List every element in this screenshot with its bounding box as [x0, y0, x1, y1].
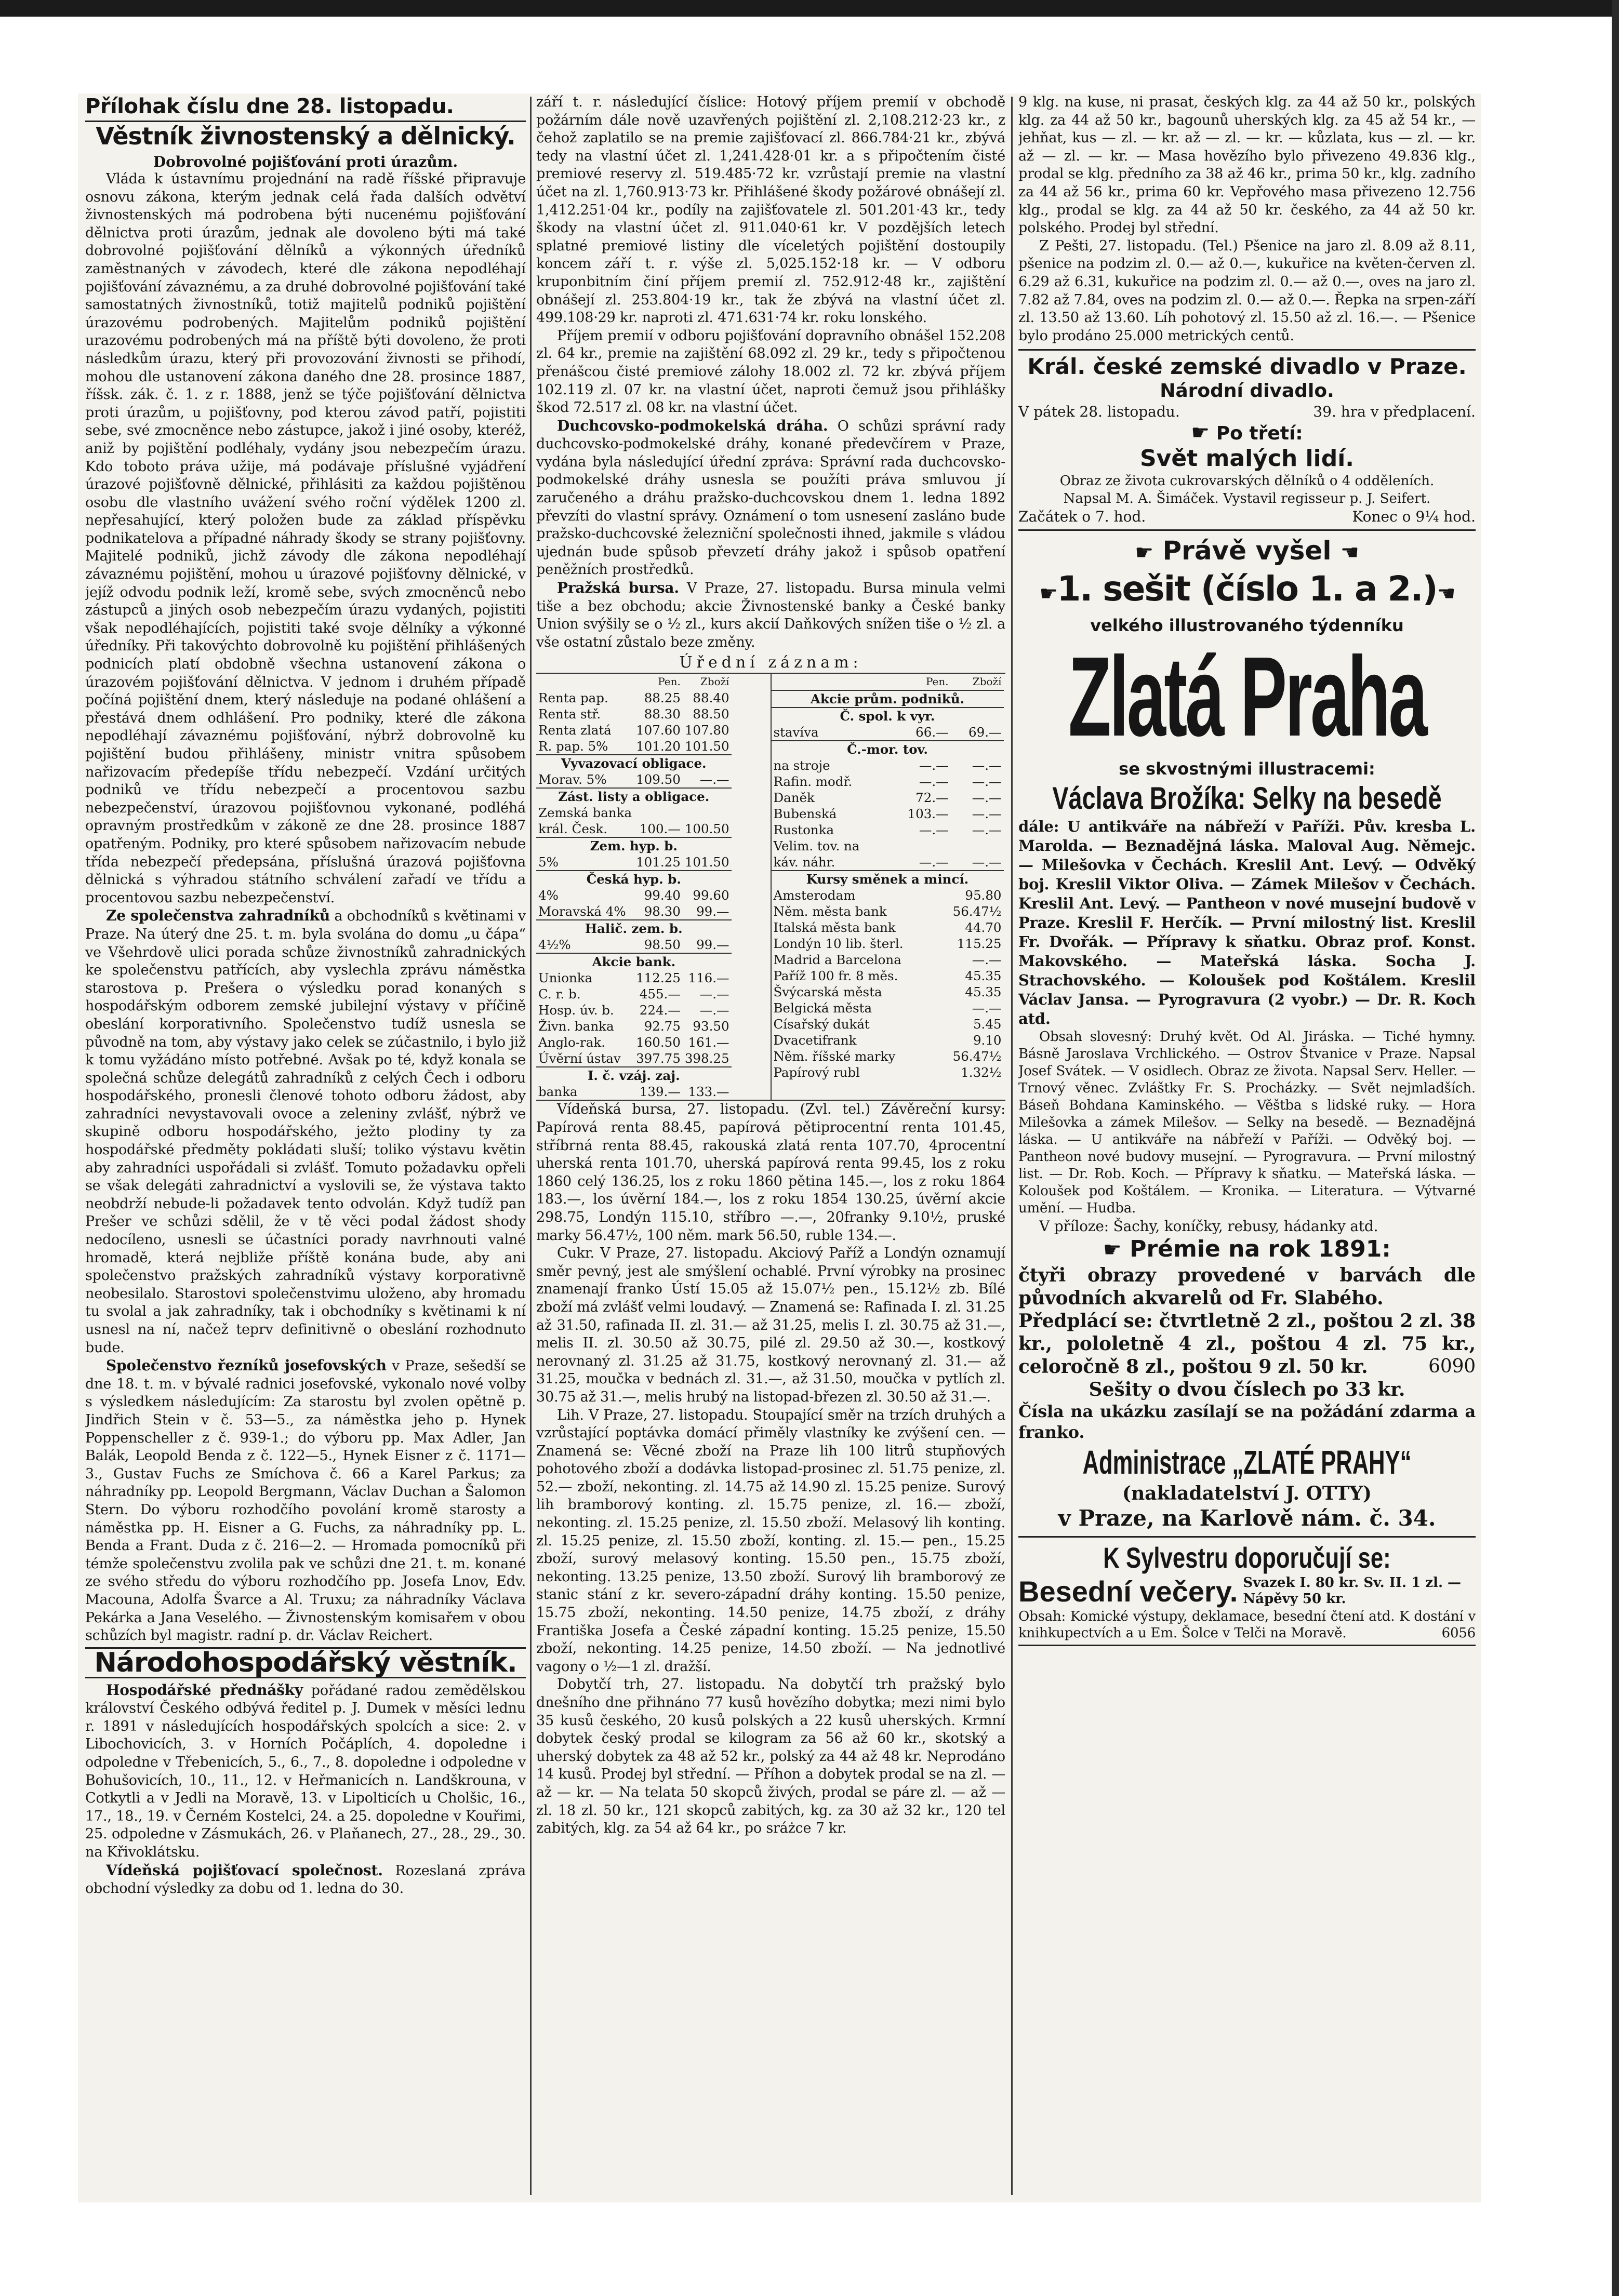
- market-row: [536, 1002, 732, 1018]
- theatre-credits: Napsal M. A. Šimáček. Vystavil regisseur p. J. Seifert.: [1063, 491, 1431, 507]
- market-value: 398.25: [684, 1051, 729, 1066]
- sylvestr-content-text: Obsah: Komické výstupy, deklamace, besední čtení atd. K dostání v knihkupectvích a u Em. Šolce v Telči na Moravě.: [1018, 1609, 1476, 1641]
- theatre-play-title: Svět malých lidí.: [1139, 445, 1355, 472]
- market-row: [536, 1050, 732, 1067]
- premium-title: Prémie na rok 1891:: [1130, 1236, 1391, 1263]
- market-value: [906, 919, 951, 936]
- market-value: 101.20: [636, 739, 681, 754]
- market-head-cell: [772, 674, 906, 690]
- market-value: 100.50: [684, 821, 729, 837]
- market-head-cell: Pen.: [658, 675, 681, 688]
- market-value: 99.—: [696, 904, 729, 919]
- market-row: [772, 1032, 1004, 1048]
- article-subhead: Vídeňská pojišťovací společnost.: [106, 1861, 383, 1879]
- market-table: [536, 673, 1005, 1101]
- market-item-name: Italská města bank: [773, 920, 896, 936]
- market-value: 92.75: [644, 1019, 681, 1034]
- market-row: [772, 854, 1004, 871]
- market-row: [536, 771, 732, 788]
- market-row: [772, 1016, 1004, 1032]
- market-table-right-grid: [772, 674, 1004, 1080]
- publisher-address: v Praze, na Karlově nám. č. 34.: [1058, 1505, 1436, 1531]
- market-value: [906, 1000, 951, 1016]
- market-row: [772, 822, 1004, 838]
- newspaper-page: [78, 94, 1481, 2202]
- column-rule: [530, 97, 532, 2195]
- article-subhead: Ze společenstva zahradníků: [106, 907, 330, 925]
- market-value: [906, 1048, 951, 1064]
- market-item-name: král. Česk.: [538, 821, 608, 837]
- subscription-text: [1018, 1310, 1476, 1378]
- market-row: [772, 871, 1004, 887]
- article-subhead: Pražská bursa.: [557, 579, 679, 597]
- market-value: 99.60: [693, 888, 729, 903]
- market-value: 72.—: [915, 790, 949, 806]
- sylvestr-book-title: Besední večery.: [1018, 1575, 1238, 1608]
- market-item-name: 4½%: [538, 937, 571, 953]
- market-value: 69.—: [968, 725, 1002, 740]
- article-subhead: Hospodářské přednášky: [106, 1681, 303, 1699]
- market-item-name: Londýn 10 lib. šterl.: [773, 936, 904, 952]
- market-row: [772, 1064, 1004, 1080]
- just-published-row: [1018, 535, 1476, 568]
- issues-price: Sešity o dvou číslech po 33 kr.: [1089, 1379, 1405, 1401]
- market-table-left: [536, 674, 771, 1100]
- market-value: —.—: [972, 855, 1002, 870]
- market-value: —.—: [972, 952, 1002, 968]
- market-row: [536, 722, 732, 738]
- article-text: V Praze, 27. listopadu. Bursa minula velmi tiše a bez obchodu; akcie Živnostenské banky a České banky Union svýšily se o ½ zl., kurs akcií Daňkových snížen tiše o ½ zl. a vše ostatní zůstalo beze změny.: [536, 580, 1005, 650]
- just-published: Právě vyšel: [1162, 536, 1332, 566]
- market-value: [906, 1016, 951, 1032]
- market-value: —.—: [972, 774, 1002, 790]
- market-row: [536, 1034, 732, 1050]
- market-value: —.—: [972, 790, 1002, 806]
- market-value: 116.—: [688, 970, 729, 986]
- market-group-heading: Č.-mor. tov.: [772, 741, 1004, 757]
- market-row: [772, 690, 1004, 708]
- sylvestr-row: [1018, 1575, 1476, 1608]
- market-value: [906, 887, 951, 903]
- market-item-name: Morav. 5%: [538, 772, 607, 787]
- pointing-hand-icon: ☚: [1340, 541, 1359, 565]
- weekly-label: velkého illustrovaného týdenníku: [1090, 616, 1404, 636]
- sylvestr-advertisement: [1018, 1536, 1476, 1646]
- theatre-third-row: [1018, 421, 1476, 445]
- theatre-start: Začátek o 7. hod.: [1018, 508, 1146, 526]
- market-item-name: Renta zlatá: [538, 723, 612, 738]
- market-row: [772, 919, 1004, 936]
- market-value: 224.—: [639, 1003, 681, 1018]
- market-item-name: Madrid a Barcelona: [773, 952, 901, 968]
- theatre-date-row: [1018, 403, 1476, 421]
- market-row: [772, 724, 1004, 741]
- market-value: 103.—: [907, 806, 949, 822]
- market-item-name: Renta stř.: [538, 706, 601, 722]
- market-value: [906, 936, 951, 952]
- market-group-heading: Česká hyp. b.: [536, 871, 732, 887]
- market-group-heading: Č. spol. k vyr.: [772, 708, 1004, 724]
- market-value: 98.50: [644, 937, 681, 953]
- theatre-description: Obraz ze života cukrovarských dělníků o 4 odděleních.: [1059, 473, 1435, 489]
- publisher-name: (nakladatelství J. OTTY): [1122, 1483, 1372, 1505]
- theatre-title: Král. české zemské divadlo v Praze.: [1027, 354, 1467, 380]
- market-row: [536, 903, 732, 920]
- market-value: —.—: [972, 1000, 1002, 1016]
- zlata-praha-masthead: Zlatá Praha: [1068, 634, 1426, 760]
- sample-issues: Čísla na ukázku zasílají se na požádání zdarma a franko.: [1018, 1401, 1476, 1443]
- article-paragraph: [85, 1862, 526, 1898]
- market-item-name: na stroje: [773, 758, 830, 773]
- market-value: 99.40: [644, 888, 681, 903]
- market-item-name: C. r. b.: [538, 986, 581, 1002]
- premium-row: [1018, 1235, 1476, 1264]
- section-title-trade: Věstník živnostenský a dělnický.: [85, 121, 526, 150]
- sylvestr-volumes: Svazek I. 80 kr. Sv. II. 1 zl. — Nápěvy 50 kr.: [1243, 1575, 1462, 1607]
- market-value: 101.50: [684, 739, 729, 754]
- article-text: O schůzi správní rady duchcovsko-podmokelské dráhy, konané předevčírem v Praze, vydána byla následující úřední zpráva: Správní rada duchcovsko-podmokelské dráhy usnesla se použíti práva smluvou jí zaručeného a dráhu pražsko-duchcovskou dnem 1. ledna 1892 převzíti do vlastní správy. Oznámení o tom usnesení zasláno bude pražsko-duchcovské železniční společnosti ihned, jakmile s vládou ujednán bude spůsob převzetí dráhy jakož i spůsob opatření peněžních prostředků.: [536, 418, 1005, 578]
- market-row: [772, 952, 1004, 968]
- market-value: 107.60: [636, 723, 681, 738]
- market-item-name: Papírový rubl: [773, 1065, 860, 1080]
- market-row: [772, 968, 1004, 984]
- market-item-name: káv. náhr.: [773, 855, 835, 870]
- market-head-cell: Zboží: [700, 675, 729, 688]
- market-value: 1.32½: [961, 1065, 1002, 1080]
- market-value: 9.10: [973, 1033, 1002, 1048]
- market-row: [536, 805, 732, 821]
- pointing-hand-icon: ☛: [1039, 582, 1057, 606]
- premium-text: čtyři obrazy provedené v barvách dle původních akvarelů od Fr. Slabého.: [1018, 1264, 1476, 1310]
- market-row: [536, 738, 732, 755]
- market-value: [634, 805, 683, 821]
- pointing-hand-icon: ☚: [1437, 582, 1455, 606]
- zlata-praha-advertisement: [1018, 535, 1476, 817]
- market-value: —.—: [919, 822, 949, 838]
- market-row: [772, 887, 1004, 903]
- pointing-hand-icon: ☛: [1135, 541, 1154, 565]
- market-item-name: Rustonka: [773, 822, 834, 838]
- theatre-date: V pátek 28. listopadu.: [1018, 403, 1180, 421]
- market-row: [536, 887, 732, 903]
- market-value: 45.35: [965, 984, 1002, 1000]
- market-item-name: Rafin. modř.: [773, 774, 853, 790]
- market-row: [536, 986, 732, 1002]
- market-group-heading: Zem. hyp. b.: [536, 837, 732, 854]
- market-table-right: [771, 674, 1006, 1100]
- market-item-name: Renta pap.: [538, 690, 608, 706]
- market-head-cell: [536, 674, 634, 690]
- market-value: —.—: [699, 986, 729, 1002]
- market-value: [906, 1064, 951, 1080]
- market-value: —.—: [919, 758, 949, 773]
- market-value: [906, 984, 951, 1000]
- market-value: 107.80: [684, 723, 729, 738]
- article-paragraph: Příjem premií v odboru pojišťování dopravního obnášel 152.208 zl. 64 kr., premie na zajištění 68.092 zl. 29 kr., tedy s připočtenou přenášcou čisté premiové zálohy 18.002 zl. 72 kr. zbývá příjem 102.119 zl. 07 kr. na vlastní účet, naproti čemuž jsou přihlášky škod 72.517 zl. 08 kr. na vlastní účet.: [536, 327, 1005, 416]
- market-row: [772, 773, 1004, 790]
- market-item-name: Unionka: [538, 970, 593, 986]
- market-value: —.—: [919, 855, 949, 870]
- market-row: [536, 837, 732, 854]
- market-item-name: banka: [538, 1084, 578, 1100]
- market-item-name: Anglo-rak.: [538, 1035, 605, 1050]
- market-value: 98.30: [644, 904, 681, 919]
- pointing-hand-icon: ☛: [1191, 421, 1210, 445]
- article-paragraph: [536, 579, 1005, 651]
- market-row: [772, 838, 1004, 854]
- market-row: [772, 708, 1004, 724]
- article-paragraph: [536, 417, 1005, 579]
- market-value: 99.—: [696, 937, 729, 953]
- article-text: a obchodníků s květinami v Praze. Na úterý dne 25. t. m. byla svolána do domu „u čápa“ ve Všehrdově ulici porada schůze živnostníků zahradnických ke společenstvu patřících, aby vyslechla zprávu náměstka starostova p. Prešera o výsledku porad konaných s hospodářským odborem zemské jubilejní výstavy v příčině obeslání korporativního. Společenstvo tudíž usnesla se původně na tom, aby výstavy jako celek se zúčastnilo, i bylo již k tomu vyžádáno místo potřebné. Avšak po té, když konala se společná schůze delegátů zahradníků z celých Čech i odboru hospodářského, pronesli členové tohoto odboru žádost, aby zahradníci nevystavovali ovoce a zeleniny zvlášť, nýbrž ve skupině odboru hospodářského, ježto plodiny ty za hospodářské předměty pokládati sluší; toliko výstavu květin aby zahradníci uspořádali si zvlášť. Tomuto požadavku opřeli se však delegáti zahradnictví a vyslovili se, že výstava takto neobdrží nebude-li požadavek tento odvolán. Když tudíž pan Prešer ve schůzi sdělil, že v tě věci podal žádost shody nedocíleno, usnesli se účastníci porady navrhnouti valné hromadě, která nejbliže příště konána bude, aby ani společenstvo pražských zahradníků výstavy korporativně neobesilalo. Starostovi společenstvimu uloženo, aby hromadu tu svolal a jak zahradníky, tak i obchodníky s květinami k ní usnesl na ní, načež teprv definitivně o obeslání rozhodnuto bude.: [85, 908, 526, 1356]
- premium-block: [1018, 1235, 1476, 1264]
- market-item-name: stavíva: [773, 725, 819, 740]
- top-scan-edge: [0, 0, 1619, 17]
- market-value: 397.75: [636, 1051, 681, 1066]
- market-row: [772, 741, 1004, 757]
- market-row: [772, 903, 1004, 919]
- market-value: 455.—: [639, 986, 681, 1002]
- article-paragraph: Z Pešti, 27. listopadu. (Tel.) Pšenice na jaro zl. 8.09 až 8.11, pšenice na podzim zl. 0.— až 0.—, kukuřice na květen-červen zl. 6.29 až 6.31, kukuřice na podzim zl. 0.— až 0.—, oves na jaro zl. 7.82 až 7.84, oves na podzim zl. 0.— až 0.—. Řepka na srpen-září zl. 13.50 až 13.60. Líh pohotový zl. 15.50 až zl. 16.—. — Pšenice bylo prodáno 25.000 metrických centů.: [1018, 237, 1476, 344]
- market-value: [906, 968, 951, 984]
- market-value: [906, 903, 951, 919]
- ad-number: 6090: [1428, 1356, 1476, 1378]
- article-paragraph: [85, 1681, 526, 1862]
- market-head-cell: Pen.: [925, 675, 949, 688]
- market-row: [772, 790, 1004, 806]
- market-value: 133.—: [688, 1084, 729, 1100]
- market-group-heading: Akcie prům. podniků.: [772, 690, 1004, 708]
- pointing-hand-icon: ☛: [1103, 1238, 1122, 1262]
- market-row: [536, 970, 732, 986]
- market-value: —.—: [699, 772, 729, 787]
- subscription-prices: čtvrtletně 2 zl., poštou 2 zl. 38 kr., pololetně 4 zl., poštou 4 zl. 75 kr., celoročně 8 zl., poštou 9 zl. 50 kr.: [1018, 1310, 1476, 1378]
- administration-block: [1018, 1443, 1476, 1532]
- market-row: [536, 690, 732, 706]
- market-item-name: Paříž 100 fr. 8 měs.: [773, 968, 898, 984]
- article-text: Rozeslaná zpráva obchodní výsledky za dobu od 1. ledna do 30.: [85, 1862, 526, 1897]
- theatre-performance-no: 39. hra v předplacení.: [1313, 403, 1476, 421]
- column-rule: [1011, 97, 1013, 2195]
- market-item-name: Něm. říšské marky: [773, 1049, 896, 1064]
- market-item-name: Zemská banka: [538, 805, 632, 821]
- market-row: [536, 920, 732, 937]
- market-value: 56.47½: [952, 904, 1002, 919]
- market-row: [772, 984, 1004, 1000]
- market-value: —.—: [699, 1003, 729, 1018]
- market-value: 115.25: [957, 936, 1002, 952]
- market-group-heading: Zást. listy a obligace.: [536, 788, 732, 805]
- market-value: 112.25: [636, 970, 681, 986]
- column-2: [536, 94, 1005, 2202]
- market-head-row: [772, 674, 1004, 690]
- article-paragraph: Lih. V Praze, 27. listopadu. Stoupající směr na trzích druhých a vzrůstající poptávka domácí přiměly vlastníky ke zvýšení cen. — Znamená se: Věcné zboží na Praze lih 100 litrů stupňových pohotového zboží a dodávka listopad-prosinec zl. 51.75 penize, zl. 52.— zboží, nekonting. zl. 14.75 až 14.90 zl. 15.25 penize. Surový lih bramborový konting. zl. 15.75 penize, zl. 16.— zboží, nekonting. zl. 15.25 penize, zl. 15.50 zboží. Melasový lih konting. zl. 15.25 penize, zl. 15.50 zboží, konting. zl. 15.— pen., 15.25 zboží, surový melasový konting. 15.50 pen., 15.75 zboží, nekonting. 13.25 penize, 13.50 zboží. Surový lih bramborový ze stanic stání z kr. severo-západní dráhy konting. 15.50 penize, 15.75 zboží, nekonting. 14.50 penize, 14.75 zboží, z dráhy Františka Josefa a České západní konting. 15.25 penize, 15.50 zboží, nekonting. 14.25 penize, 14.50 zboží. — Na jednotlivé vagony o ½—1 zl. dražší.: [536, 1407, 1005, 1675]
- market-value: 5.45: [973, 1017, 1002, 1032]
- market-item-name: Velim. tov. na: [773, 838, 860, 854]
- market-table-title: Úřední záznam:: [679, 653, 862, 672]
- ad-number: 6056: [1441, 1625, 1476, 1641]
- market-row: [536, 1067, 732, 1084]
- article-subhead: Společenstvo řezníků josefovských: [106, 1357, 387, 1374]
- article-paragraph: Cukr. V Praze, 27. listopadu. Akciový Paříž a Londýn oznamují směr pevný, jest ale smýšlení ochablé. První výrobky na prosinec znamenají franko Ústí 15.05 až 15.07½ pen., 15.12½ zb. Bílé zboží má zvlášť velmi loudavý. — Znamená se: Rafinada I. zl. 31.25 až 31.50, rafinada II. zl. 31.— až 31.25, melis I. zl. 30.75 až 31.—, melis II. zl. 30.50 až 30.75, pilé zl. 29.50 až 30.—, kostkový nerovnaný zl. 31.25 až 31.75, kostkový nerovnaný zl. 31.— až 31.25, moučka v bednách zl. 31.—, až 31.50, moučka v pytlích zl. 30.75 až 31.—, melis hrubý na listopad-březen zl. 30.50 až 31.—.: [536, 1245, 1005, 1405]
- market-item-name: Švýcarská města: [773, 984, 882, 1000]
- market-value: [906, 952, 951, 968]
- article-paragraph: 9 klg. na kuse, ni prasat, českých klg. za 44 až 50 kr., polských klg. za 44 až 50 kr., bagounů uherských klg. za 45 až 54 kr., — jehňat, kus — zl. — kr. až — zl. — kr. — kůzlata, kus — zl. — kr. až — zl. — kr. — Masa hovězího bylo přivezeno 49.836 klg., prodal se klg. předního za 38 až 46 kr., prima 50 kr., klg. zadního za 44 až 56 kr., prima 60 kr. Vepřového masa přivezeno 12.756 klg., prodal se klg. za 44 až 50 kr. českého, za 44 až 50 kr. polského. Prodej byl střední.: [1018, 94, 1476, 236]
- market-value: 88.25: [644, 690, 681, 706]
- literary-content: Obsah slovesný: Druhý květ. Od Al. Jiráska. — Tiché hymny. Básně Jaroslava Vrchlického. — Ostrov Štvanice v Praze. Napsal Josef Svátek. — V osidlech. Obraz ze života. Napsal Serv. Heller. — Trnový věnec. Zvláštky Fr. S. Procházky. — Svět nejmladších. Báseň Bohdana Kaminského. — Věštba s lidské ruky. — Hora Milešovka a zámek Milešov. — Selky na besedě. — Beznadějná láska. — U antikváře na nábřeží v Paříži. — Odvěký boj. — Pantheon nové budovy musejní. — Pyrogravura. — První milostný list. — Dr. Rob. Koch. — Přípravy k sňatku. — Mateřská láska. — Koloušek pod Koštálem. — Kronika. — Literatura. — Výtvarné umění. — Hudba.: [1018, 1029, 1476, 1217]
- market-item-name: R. pap. 5%: [538, 739, 608, 754]
- illustration-list: dále: U antikváře na nábřeží v Paříži. Pův. kresba L. Marolda. — Beznadějná láska. Maloval Aug. Němejc. — Milešovka v Čechách. Kreslil Ant. Levý. — Odvěký boj. Kreslil Viktor Oliva. — Zámek Milešov v Čechách. Kreslil Ant. Levý. — Pantheon v nové musejní budově v Praze. Kreslil F. Herčík. — První milostný list. Kreslil Fr. Dvořák. — Přípravy k sňatku. Obraz prof. Konst. Makovského. — Mateřská láska. Socha J. Strachovského. — Koloušek pod Koštálem. Kreslil Václav Jansa. — Pyrogravura (2 vyobr.) — Dr. R. Koch atd.: [1018, 818, 1476, 1028]
- theatre-subtitle: Národní divadlo.: [1160, 380, 1334, 402]
- market-row: [536, 706, 732, 722]
- market-value: [906, 1032, 951, 1048]
- issue-row: [1018, 568, 1476, 615]
- theatre-end: Konec o 9¼ hod.: [1352, 508, 1476, 526]
- illustrations-label: se skvostnými illustracemi:: [1119, 759, 1375, 779]
- issue-label: 1. sešit (číslo 1. a 2.): [1057, 569, 1437, 609]
- column-3: [1018, 94, 1476, 2202]
- market-item-name: Císařský dukát: [773, 1017, 870, 1032]
- market-row: [536, 937, 732, 953]
- market-value: 93.50: [693, 1019, 729, 1034]
- market-group-heading: I. č. vzáj. zaj.: [536, 1067, 732, 1084]
- market-value: 66.—: [915, 725, 949, 740]
- market-item-name: Belgická města: [773, 1000, 872, 1016]
- market-value: 161.—: [688, 1035, 729, 1050]
- market-item-name: Dvacetifrank: [773, 1033, 857, 1048]
- market-table-left-grid: [536, 674, 732, 1100]
- market-group-heading: Halič. zem. b.: [536, 920, 732, 937]
- market-head-row: [536, 674, 732, 690]
- market-row: [536, 788, 732, 805]
- article-paragraph: [85, 1357, 526, 1645]
- market-item-name: Daněk: [773, 790, 815, 806]
- article-paragraph: Vláda k ústavnímu projednání na radě říšské připravuje osnovu zákona, kterým jednak celá řada dalších odvětví živnostenských má podrobena býti nucenému pojišťování dělnictva proti úrazům, jednak ale dovoleno býti má také dobrovolné pojišťování dělníků a výkonných úředníků zaměstnaných v závodech, které dle zákona nepodléhají pojišťování závaznému, a za druhé dobrovolné pojišťování také samostatných živnostníků, totiž majitelů podniků pojištění úrazovému podrobených. Majitelům podniků pojištění urazovému podrobených má na příště býti dovoleno, že proti následkům úrazu, který při provozování živnosti se přihodí, mohou dle ustanovení zákona daného dne 28. prosince 1887, říšsk. zák. č. 1. z r. 1888, jenž se týče pojišťování dělnictva proti úrazům, u pojišťovny, pod kterou závod patří, pojistiti sebe, své zmocněnce nebo zástupce, jakož i jiné osoby, kteréž, aniž by pojištění podléhaly, vydány jsou nebezpečím úrazu. Kdo toboto práva užije, má podávaje příslušné vyjádření úrazové pojišťovně dělnické, přihlásiti za každou pojištěnou osobu dle vlastního uvážení svého roční výdělek 1200 zl. nepřesahující, který položen bude za základ příspěvku podnikatelova a případné náhrady škody se strany pojišťovny. Majitelé podniků, jichž závody dle zákona nepodléhají závaznému pojištění, mohou u úrazové pojišťovny dělnické, v jejíž odvodu podnik leží, kromě sebe, svých zmocněnců nebo zástupců a jiných osob nebezpečím úrazu vydaných, pojistiti však nepodléhajících, pojistiti také svoje dělníky a výkonné úředníky. Při takovýchto dobrovolně ku pojištění přihlášených podnicích platí obdobně všechna ustanovení zákona o úrazovém pojišťování dělnictva. V jednom i druhém případě počíná pojištění dnem, který následuje na podané ohlášení a přestává dnem odhlášení. Pro podniky, které dle zákona nepodléhají závaznému pojišťování, nýbrž dobrovolně ku pojištění budou přihlášeny, ministr vnitra spůsobem nařizovacím předepíše třídu nebezpečí. Vzdání určitých podniků ve třídu nebezpečí a procentovou sazbu nebezpečenství, úrazovou pojišťovnou vykonané, podléhá opravným prostředkům v zákoně ze dne 28. prosince 1887 opatřeným. Podniky, pro které spůsobem nařizovacím nebude třída nebezpečí předepsána, příslušná úrazová pojišťovna dělnická s výhradou státního schválení zařadí ve třídu a procentovou sazbu nebezpečenství.: [85, 171, 526, 906]
- market-row: [536, 953, 732, 970]
- market-item-name: Bubenská: [773, 806, 837, 822]
- market-group-heading: Vyvazovací obligace.: [536, 755, 732, 771]
- article-subhead: Dobrovolné pojišťování proti úrazům.: [153, 153, 458, 170]
- feature-illustration: Václava Brožíka: Selky na besedě: [1052, 781, 1442, 816]
- supplement-header: Přílohak číslu dne 28. listopadu.: [85, 95, 454, 118]
- right-scan-edge: [1612, 0, 1619, 2296]
- market-row: [772, 936, 1004, 952]
- market-row: [772, 806, 1004, 822]
- market-value: 95.80: [965, 888, 1002, 903]
- market-row: [772, 1000, 1004, 1016]
- market-value: 44.70: [965, 920, 1002, 936]
- market-row: [536, 854, 732, 871]
- article-paragraph: září t. r. následující číslice: Hotový příjem premií v obchodě požárním dále nově uzavřených pojištění zl. 2,108.212·23 kr., z čehož zaplatilo se na premie zajišťovací zl. 866.784·21 kr., zbývá tedy na vlastní účet zl. 1,241.428·01 kr. a s připočtením čisté premiové reservy zl. 519.485·72 kr. vzrůstají premie na vlastní účet na zl. 1,760.913·73 kr. Přihlášené škody požárové obnášejí zl. 1,412.251·04 kr., podíly na zajišťovatele zl. 501.201·43 kr., tedy škody na vlastní účet zl. 911.040·61 kr. V pozdějších letech splatné premiové listiny dle víceletých pojištění dostoupily koncem září t. r. výše zl. 5,025.152·18 kr. — V odboru kruponbitním činí příjem premií zl. 752.912·48 kr., zajištění obnášejí zl. 253.804·19 kr., tak že zbývá na vlastní účet zl. 499.108·29 kr. naproti zl. 471.631·74 kr. roku lonského.: [536, 94, 1005, 326]
- market-value: 100.—: [639, 821, 681, 837]
- market-value: 56.47½: [952, 1049, 1002, 1064]
- market-item-name: Živn. banka: [538, 1019, 614, 1034]
- market-item-name: Hosp. úv. b.: [538, 1003, 614, 1018]
- market-item-name: Něm. města bank: [773, 904, 887, 919]
- market-value: 45.35: [965, 968, 1002, 984]
- market-value: —.—: [972, 758, 1002, 773]
- market-item-name: 5%: [538, 855, 559, 870]
- article-paragraph: Dobytčí trh, 27. listopadu. Na dobytčí trh pražský bylo dnešního dne přihnáno 77 kusů hovězího dobytka; mezi nimi bylo 35 kusů českého, 20 kusů polských a 22 kusů uherských. Krmní dobytek český prodal se kilogram za 56 až 60 kr., skotský a uherský dobytek za 48 až 52 kr., polský za 44 až 48 kr. Neprodáno 14 kusů. Prodej byl střední. — Příhon a dobytek prodal se na zl. — až — kr. — Na telata 50 skopců živých, prodal se páre zl. — až — zl. 18 zl. 50 kr., 121 skopců zabitých, kg. za 30 až 32 kr., 120 tel zabitých, klg. za 54 až 64 kr., po sráżce 7 kr.: [536, 1676, 1005, 1837]
- market-value: 88.50: [693, 706, 729, 722]
- market-item-name: Úvěrní ústav: [538, 1051, 621, 1066]
- article-paragraph: [85, 907, 526, 1357]
- market-item-name: Moravská 4%: [538, 904, 626, 919]
- market-value: [951, 838, 1004, 854]
- market-item-name: 4%: [538, 888, 559, 903]
- market-row: [772, 757, 1004, 773]
- market-value: 101.50: [684, 855, 729, 870]
- article-subhead: Duchcovsko-podmokelská dráha.: [557, 417, 828, 434]
- market-head-cell: Zboží: [972, 675, 1002, 688]
- administration-title: Administrace „ZLATÉ PRAHY“: [1082, 1444, 1412, 1481]
- market-row: [536, 821, 732, 837]
- market-value: 160.50: [636, 1035, 681, 1050]
- market-value: 88.40: [693, 690, 729, 706]
- market-item-name: Amsterodam: [773, 888, 856, 903]
- article-text: v Praze, sešedší se dne 18. t. m. v bývalé radnici josefovské, vykonalo nové volby s výsledkem následujícím: Za starostu byl zvolen opětně p. Jindřich Stein v č. 53—5., za náměstka jeho p. Hynek Poppenscheller z č. 939-1.; do výboru pp. Max Adler, Jan Balák, Leopold Benda z č. 122—5., Hynek Eisner z č. 1171—3., Gustav Fuchs ze Smíchova č. 66 a Karel Parkus; za náhradníky pp. Leopold Bergmann, Václav Duchan a Šalomon Stern. Do výboru rozhodčího povolání kromě starosty a náměstka pp. H. Eisner a G. Fuchs, za náhradníky pp. L. Benda a Frant. Duda z č. 216—2. — Hromada pomocníků při témže společenstvu zvolila pak ve schůzi dne 21. t. m. konané ze svého středu do výboru rozhodčího pp. Josefa Lnov, Edv. Macouna, Adolfa Švarce a Al. Truxu; za náhradníky Václava Pekárka a Jana Veselého. — Živnostenským komisařem v obou schůzích byl magistr. radní p. dr. Václav Reichert.: [85, 1358, 526, 1644]
- market-value: [906, 838, 951, 854]
- theatre-times-row: [1018, 508, 1476, 526]
- section-title-economy: Národohospodářský věstník.: [85, 1647, 526, 1678]
- sylvestr-content: [1018, 1608, 1476, 1641]
- market-row: [536, 755, 732, 771]
- column-1: [85, 94, 526, 2202]
- market-value: 101.25: [636, 855, 681, 870]
- market-value: —.—: [972, 822, 1002, 838]
- market-group-heading: Akcie bank.: [536, 953, 732, 970]
- market-group-heading: Kursy směnek a mincí.: [772, 871, 1004, 887]
- market-value: 88.30: [644, 706, 681, 722]
- subscription-label: Předplácí se:: [1018, 1310, 1153, 1332]
- theatre-advertisement: [1018, 349, 1476, 531]
- market-value: —.—: [919, 774, 949, 790]
- market-value: 109.50: [636, 772, 681, 787]
- market-row: [536, 1018, 732, 1034]
- market-row: [536, 1084, 732, 1100]
- market-row: [772, 1048, 1004, 1064]
- article-paragraph: Vídeňská bursa, 27. listopadu. (Zvl. tel.) Závěreční kursy: Papírová renta 88.45, papírová pětiprocentní renta 101.45, stříbrná renta 88.45, rakouská zlatá renta 107.70, 4procentní uherská renta 101.70, uherská papírová renta 99.45, los z roku 1860 celý 136.25, los z roku 1860 pětina 145.—, los z roku 1864 183.—, los úvěrní 184.—, los z roku 1854 130.25, úvěrní akcie 298.75, Londýn 115.10, stříbro —.—, 20franky 9.10½, pruské marky 56.47½, 100 něm. mark 56.50, ruble 134.—.: [536, 1101, 1005, 1244]
- market-value: [683, 805, 732, 821]
- market-value: 139.—: [639, 1084, 681, 1100]
- supplement-note: V příloze: Šachy, koníčky, rebusy, hádanky atd.: [1039, 1218, 1378, 1235]
- theatre-third-label: Po třetí:: [1216, 423, 1303, 445]
- market-row: [536, 871, 732, 887]
- article-text: pořádané radou zemědělskou království Českého odbývá ředitel p. J. Dumek v měsíci lednu r. 1891 v následujících hospodářských spolcích a sice: 2. v Libochovicích, 3. v Horních Počáplích, 4. dopoledne i odpoledne v Třebenicích, 5., 6., 7., 8. dopoledne i odpoledne v Bohušovicích, 10., 11., 12. v Heřmanicích n. Landškrouna, v Cotkytli a v Jedli na Moravě, 13. v Lipolticích u Cholšic, 16., 17., 18., 19. v Černém Kostelci, 24. a 25. dopoledne v Kouřimi, 25. odpoledne v Zásmukách, 26. v Plaňanech, 27., 28., 29., 30. na Křivoklátsku.: [85, 1682, 526, 1861]
- sylvestr-title: K Sylvestru doporučují se:: [1103, 1541, 1391, 1574]
- market-value: —.—: [972, 806, 1002, 822]
